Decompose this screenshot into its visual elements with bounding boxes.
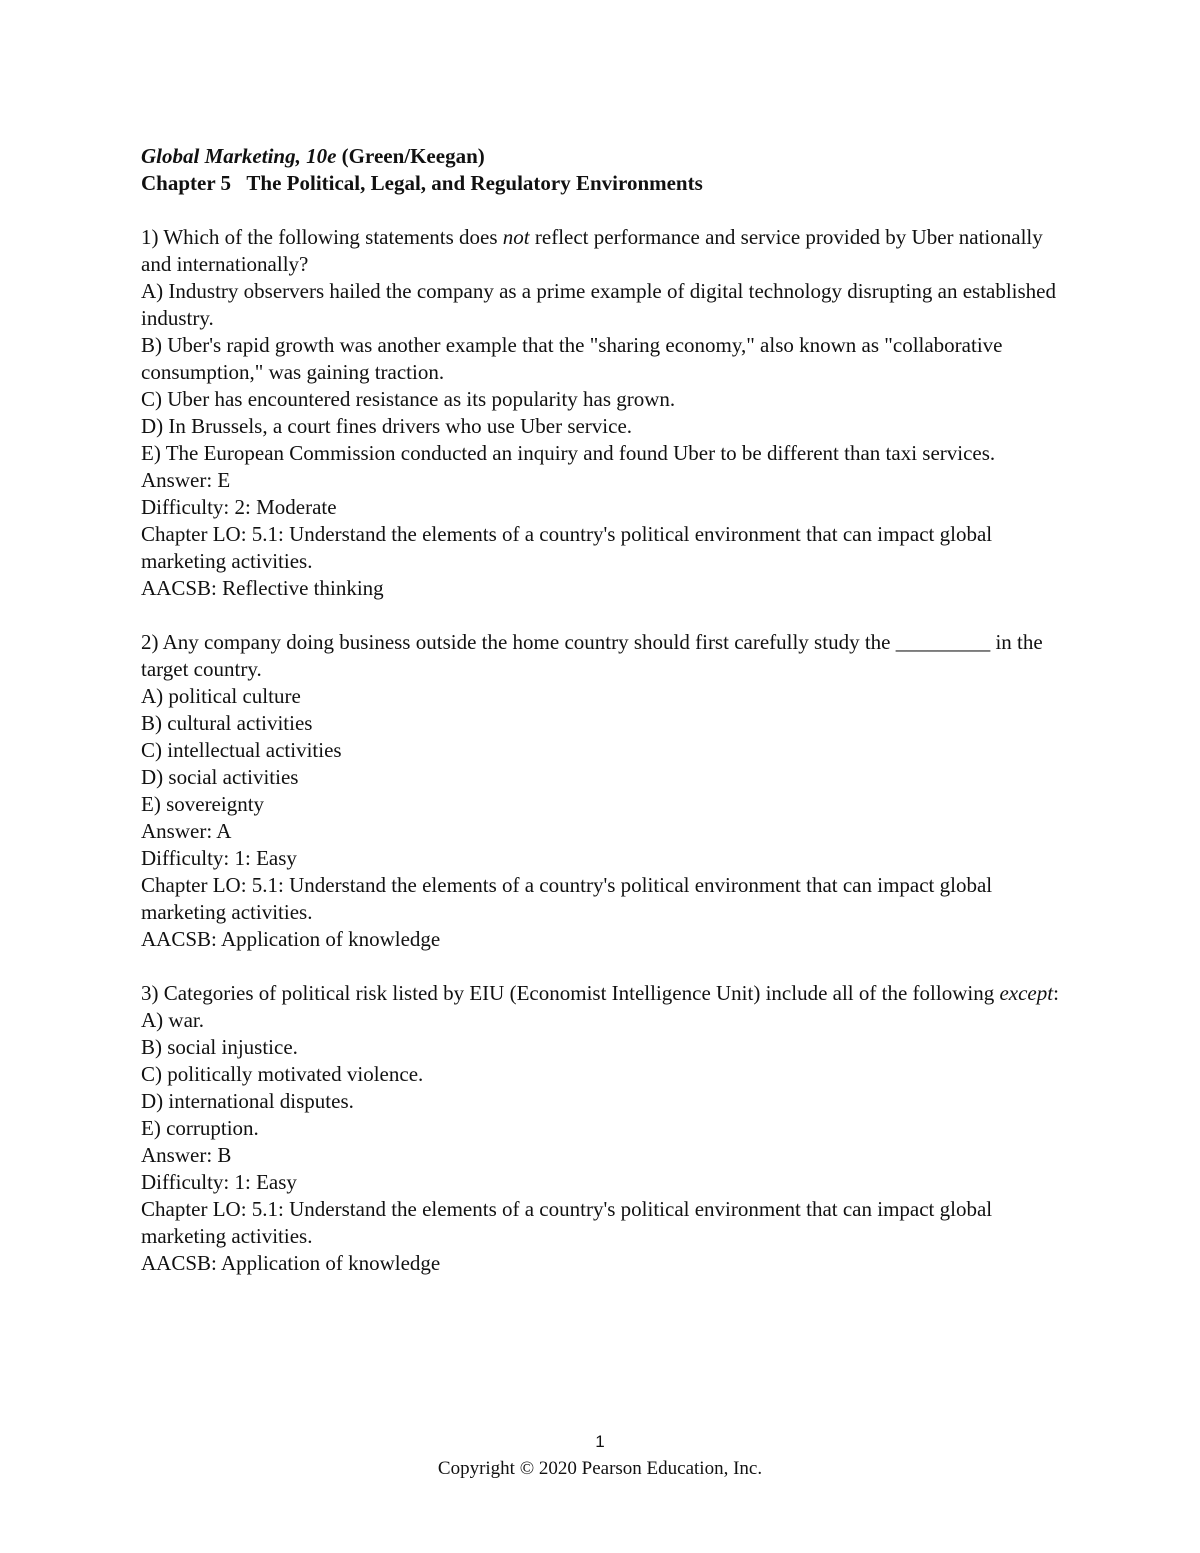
option-a: A) war. [141,1008,204,1032]
option-e: E) sovereignty [141,792,265,816]
question-3 [141,980,1071,1277]
question-stem-text: 1) Which of the following statements does [141,225,503,249]
chapter-label: Chapter 5 [141,171,232,195]
question-stem-emphasis: not [502,225,530,249]
chapter-lo: Chapter LO: 5.1: Understand the elements of a country's political environment that can impact global marketing activities. [141,522,993,573]
chapter-lo: Chapter LO: 5.1: Understand the elements of a country's political environment that can impact global marketing activities. [141,873,993,924]
page-content [141,143,1071,1277]
option-e: E) The European Commission conducted an inquiry and found Uber to be different than taxi services. [141,441,996,465]
option-a: A) Industry observers hailed the company as a prime example of digital technology disrupting an established industry. [141,279,1057,330]
difficulty: Difficulty: 1: Easy [141,1170,297,1194]
question-stem [141,980,1071,1007]
option-b: B) social injustice. [141,1035,298,1059]
option-d: D) social activities [141,765,299,789]
chapter-title: The Political, Legal, and Regulatory Environments [246,171,703,195]
question-stem-emphasis: except [999,981,1054,1005]
option-c: C) politically motivated violence. [141,1062,424,1086]
question-stem-text-end: : [1053,981,1059,1005]
aacsb: AACSB: Application of knowledge [141,927,441,951]
question-stem-text: 3) Categories of political risk listed by EIU (Economist Intelligence Unit) include all of the following [141,981,1000,1005]
copyright-notice: Copyright © 2020 Pearson Education, Inc. [437,1458,763,1479]
aacsb: AACSB: Reflective thinking [141,576,384,600]
question-2 [141,629,1071,953]
answer: Answer: B [141,1143,232,1167]
question-stem [141,224,1071,278]
answer: Answer: E [141,468,231,492]
option-b: B) Uber's rapid growth was another example that the "sharing economy," also known as "collaborative consumption," was gaining traction. [141,333,1003,384]
chapter-heading [141,170,1071,197]
question-stem [141,629,1071,683]
option-d: D) In Brussels, a court fines drivers who use Uber service. [141,414,633,438]
option-c: C) Uber has encountered resistance as its popularity has grown. [141,387,676,411]
book-title-line [141,143,1071,170]
aacsb: AACSB: Application of knowledge [141,1251,441,1275]
difficulty: Difficulty: 2: Moderate [141,495,337,519]
option-a: A) political culture [141,684,301,708]
question-1 [141,224,1071,602]
answer: Answer: A [141,819,232,843]
book-authors: (Green/Keegan) [341,144,485,168]
question-stem-text: 2) Any company doing business outside the home country should first carefully study the _________ in the target country. [141,630,1043,681]
option-b: B) cultural activities [141,711,313,735]
chapter-lo: Chapter LO: 5.1: Understand the elements of a country's political environment that can impact global marketing activities. [141,1197,993,1248]
page-number: 1 [595,1432,605,1451]
option-e: E) corruption. [141,1116,259,1140]
difficulty: Difficulty: 1: Easy [141,846,297,870]
book-title: Global Marketing, 10e [141,144,337,168]
option-c: C) intellectual activities [141,738,342,762]
question-stem-text-end: reflect performance and service provided by Uber nationally and internationally? [141,225,1043,276]
option-d: D) international disputes. [141,1089,354,1113]
